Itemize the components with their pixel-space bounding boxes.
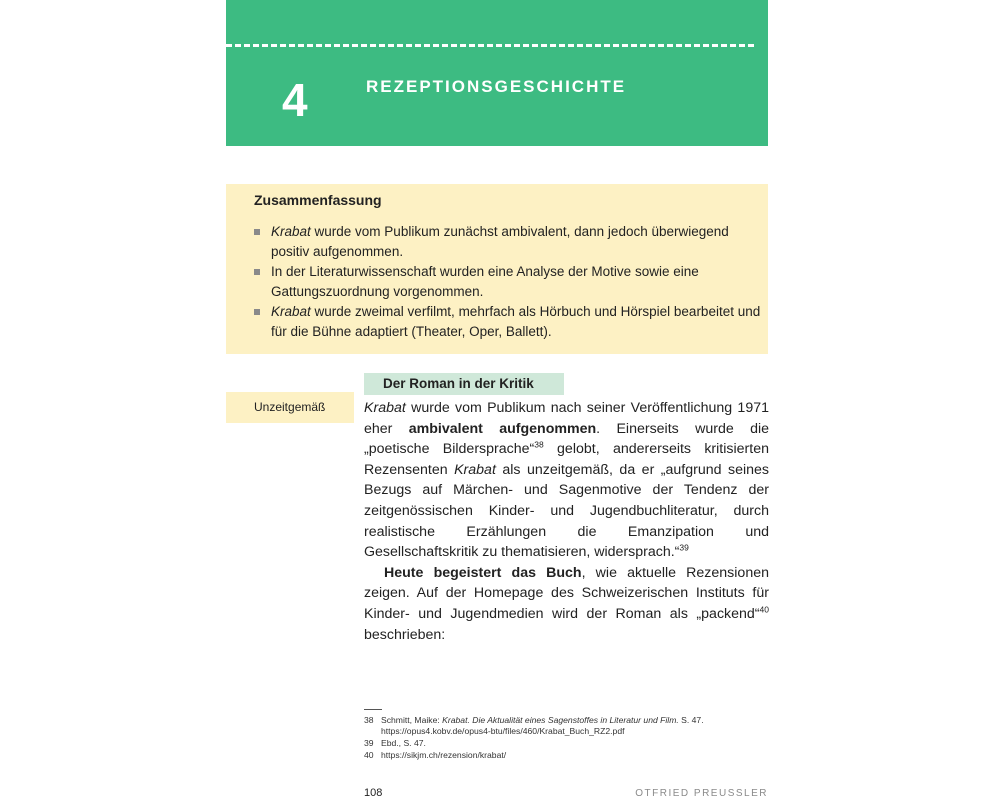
paragraph-2 (364, 563, 769, 645)
footnote-text: Ebd., S. 47. (381, 738, 426, 748)
paragraph-1 (364, 398, 769, 563)
text-run: beschrieben: (364, 626, 446, 643)
header-dashed-line (226, 44, 754, 47)
chapter-title: REZEPTIONSGESCHICHTE (366, 77, 627, 96)
footnote-link[interactable]: https://sikjm.ch/rezension/krabat/ (381, 750, 507, 760)
section-heading-text: Der Roman in der Kritik (383, 376, 534, 391)
running-head: OTFRIED PREUSSLER (635, 788, 768, 799)
footnote-separator (364, 709, 382, 710)
body-text (364, 398, 769, 645)
text-run: , wie aktuelle Rezensionen zeigen. Auf der Homepage des Schweizerischen Instituts für Kinder- und Jugendmedien wird der Roman als „packend“ (364, 564, 769, 622)
square-bullet-icon (254, 229, 260, 235)
summary-item (254, 302, 764, 342)
chapter-number: 4 (282, 74, 308, 126)
footnote-number: 40 (364, 750, 374, 760)
page-number: 108 (364, 787, 383, 799)
footnote-title: Krabat. Die Aktualität eines Sagenstoffes in Literatur und Film. (442, 715, 679, 725)
summary-item-text: wurde vom Publikum zunächst ambivalent, dann jedoch überwiegend positiv aufgenommen. (271, 224, 729, 259)
summary-item-text: In der Literaturwissenschaft wurden eine Analyse der Motive sowie eine Gattungszuordnung vorgenommen. (271, 264, 699, 299)
section-heading (364, 373, 564, 395)
square-bullet-icon (254, 309, 260, 315)
footnote (364, 750, 769, 761)
text-run: wurde vom Publikum nach seiner Veröffentlichung 1971 eher (364, 400, 769, 437)
text-run: . Einerseits wurde die „poetische Bildersprache“ (364, 420, 769, 458)
footnote-ref[interactable]: 40 (759, 604, 769, 615)
summary-title: Zusammenfassung (254, 192, 382, 208)
text-run: als unzeitgemäß, da er „aufgrund seines Bezugs auf Märchen- und Sagenmotive der Tendenz der zeitgenössischen Kinder- und Jugendbuchliteratur, durch realistische Erzählungen die Emanzipation und Gesellschaftskritik zu thematisieren, widersprach.“ (364, 461, 769, 561)
summary-item-emphasis: Krabat (271, 224, 311, 239)
summary-item-emphasis: Krabat (271, 304, 311, 319)
square-bullet-icon (254, 269, 260, 275)
chapter-header (226, 0, 768, 146)
footnote (364, 715, 769, 737)
bold-phrase: Heute begeistert das Buch (384, 564, 582, 581)
summary-list (254, 222, 764, 342)
footnote-number: 39 (364, 738, 374, 748)
footnote-text: S. 47. (678, 715, 704, 725)
footnote-text: Schmitt, Maike: (381, 715, 443, 725)
footnote-number: 38 (364, 715, 374, 725)
bold-phrase: ambivalent aufgenommen (408, 420, 597, 437)
summary-item-text: wurde zweimal verfilmt, mehrfach als Hörbuch und Hörspiel bearbeitet und für die Bühne adaptiert (Theater, Oper, Ballett). (271, 304, 761, 339)
footnote-link[interactable]: https://opus4.kobv.de/opus4-btu/files/460/Krabat_Buch_RZ2.pdf (381, 726, 625, 736)
footnotes (364, 715, 769, 762)
summary-item (254, 262, 764, 302)
margin-note (226, 392, 354, 423)
footnote (364, 738, 769, 749)
margin-note-text: Unzeitgemäß (254, 400, 326, 414)
title-emphasis: Krabat (364, 400, 406, 416)
summary-box (226, 184, 768, 354)
footnote-ref[interactable]: 38 (534, 439, 544, 450)
summary-item (254, 222, 764, 262)
title-emphasis: Krabat (454, 461, 496, 478)
text-run: gelobt, andererseits kritisierten Rezensenten (364, 441, 769, 478)
footnote-ref[interactable]: 39 (679, 542, 689, 553)
